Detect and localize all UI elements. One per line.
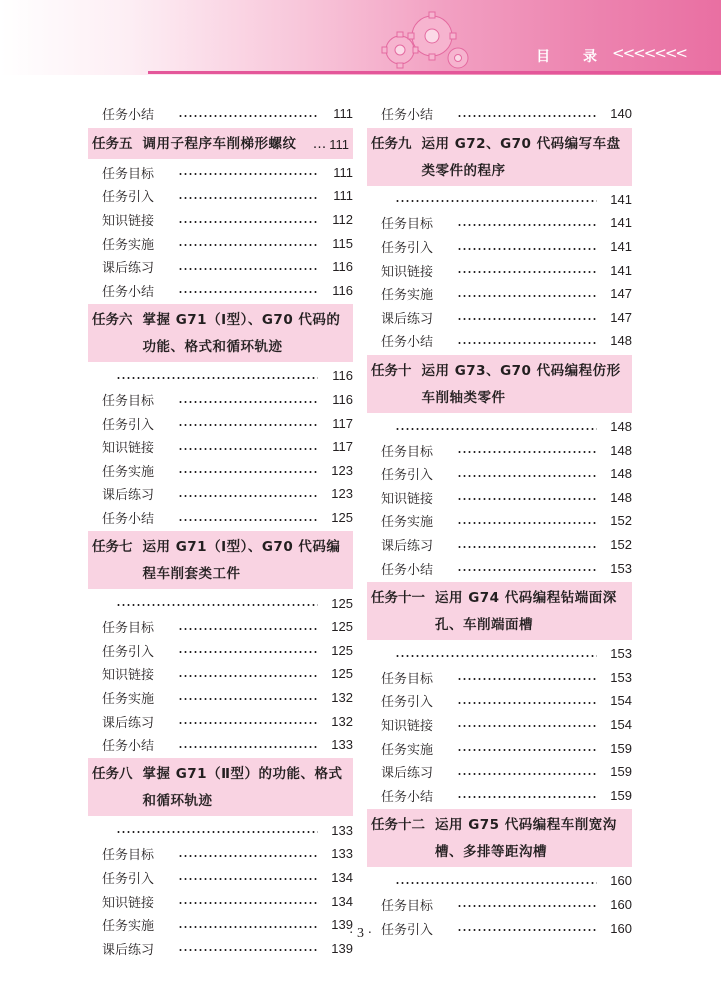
dot-leader xyxy=(457,546,597,548)
dot-leader xyxy=(116,604,318,606)
toc-entry xyxy=(367,760,632,784)
toc-task-heading xyxy=(88,304,353,362)
dot-leader xyxy=(457,725,597,727)
toc-page-number: 152 xyxy=(610,513,632,529)
toc-entry-label: 任务目标 xyxy=(102,848,155,864)
toc-entry-label: 课后练习 xyxy=(102,715,155,731)
task-number: 任务十一 xyxy=(371,589,425,606)
toc-entry-label: 任务小结 xyxy=(381,562,434,578)
task-title: 掌握 G71（Ⅰ型）、G70 代码的功能、格式和循环轨迹 xyxy=(142,312,341,356)
toc-entry-label: 任务目标 xyxy=(381,898,434,914)
toc-entry-label: 任务引入 xyxy=(102,417,155,433)
toc-entry xyxy=(367,306,632,330)
toc-page-number: 132 xyxy=(331,713,353,729)
toc-page-number: 153 xyxy=(610,646,632,662)
task-number: 任务九 xyxy=(371,135,412,152)
toc-page-number: 111 xyxy=(333,164,353,180)
toc-entry-label: 任务小结 xyxy=(102,284,155,300)
toc-entry xyxy=(88,459,353,483)
dot-leader xyxy=(457,905,597,907)
dot-leader xyxy=(457,248,597,250)
dot-leader xyxy=(457,702,597,704)
toc-entry xyxy=(88,279,353,303)
toc-page-number: 132 xyxy=(331,689,353,705)
dot-leader xyxy=(395,655,597,657)
toc-entry xyxy=(367,211,632,235)
toc-page-number: 154 xyxy=(610,716,632,732)
toc-page-number: 160 xyxy=(610,896,632,912)
toc-task-heading xyxy=(88,128,353,159)
toc-entry-label: 知识链接 xyxy=(381,718,434,734)
toc-page-number: 159 xyxy=(610,740,632,756)
dot-leader xyxy=(178,902,318,904)
task-title: 运用 G73、G70 代码编程仿形车削轴类零件 xyxy=(421,362,621,406)
toc-page-number: 153 xyxy=(610,669,632,685)
toc-entry xyxy=(367,258,632,282)
toc-page-number: 116 xyxy=(332,259,353,275)
gears-icon xyxy=(372,6,472,72)
toc-page-number: 125 xyxy=(331,595,353,611)
toc-page-number: 133 xyxy=(331,737,353,753)
toc-page-number: 140 xyxy=(610,106,632,122)
toc-entry xyxy=(367,282,632,306)
toc-entry-label: 任务小结 xyxy=(102,108,155,124)
task-number: 任务六 xyxy=(92,312,133,329)
toc-page-number: 134 xyxy=(331,869,353,885)
toc-page-number: 125 xyxy=(331,619,353,635)
toc-entry xyxy=(88,889,353,913)
dot-leader xyxy=(178,471,318,473)
dot-leader xyxy=(457,569,597,571)
toc-entry-label: 任务引入 xyxy=(381,922,434,938)
toc-right-column xyxy=(367,102,632,940)
toc-entry-label: 任务实施 xyxy=(102,237,155,253)
dot-leader xyxy=(116,377,318,379)
toc-entry-label: 任务引入 xyxy=(102,644,155,660)
task-number: 任务七 xyxy=(92,539,133,556)
dot-leader xyxy=(178,698,318,700)
toc-page-number: 148 xyxy=(610,466,632,482)
toc-entry xyxy=(367,783,632,807)
dot-leader xyxy=(457,522,597,524)
toc-page-number: 147 xyxy=(610,309,632,325)
toc-page-number: 159 xyxy=(610,764,632,780)
toc-entry xyxy=(367,556,632,580)
toc-entry xyxy=(367,329,632,353)
dot-leader xyxy=(178,244,318,246)
toc-entry xyxy=(88,639,353,663)
dot-leader xyxy=(457,796,597,798)
toc-page-number: 139 xyxy=(331,940,353,956)
dot-leader xyxy=(457,224,597,226)
dot-leader xyxy=(178,173,318,175)
toc-page-number: 112 xyxy=(332,212,353,228)
toc-entry xyxy=(88,615,353,639)
toc-entry-label: 任务目标 xyxy=(381,217,434,233)
toc-page-number: 141 xyxy=(610,215,632,231)
toc-entry-label: 课后练习 xyxy=(381,766,434,782)
page-number: · 3 · xyxy=(348,926,373,941)
toc-entry-label: 知识链接 xyxy=(102,441,155,457)
toc-entry xyxy=(88,255,353,279)
toc-entry-label: 任务小结 xyxy=(381,108,434,124)
dot-leader xyxy=(457,318,597,320)
toc-entry xyxy=(367,462,632,486)
dot-leader xyxy=(116,831,318,833)
toc-entry-label: 课后练习 xyxy=(381,539,434,555)
task-title: 调用子程序车削梯形螺纹 xyxy=(142,135,297,152)
chevron-decoration: <<<<<<< xyxy=(612,44,686,62)
toc-task-heading xyxy=(367,355,632,413)
toc-entry-label: 任务目标 xyxy=(102,621,155,637)
toc-entry xyxy=(88,482,353,506)
toc-page-number: 116 xyxy=(332,282,353,298)
toc-entry xyxy=(88,411,353,435)
toc-entry-label: 任务引入 xyxy=(381,468,434,484)
toc-heading: 目 录 xyxy=(536,49,611,65)
toc-entry-label: 课后练习 xyxy=(102,488,155,504)
dot-leader: … xyxy=(312,135,327,152)
dot-leader xyxy=(178,949,318,951)
toc-page-number: 160 xyxy=(610,873,632,889)
toc-page-number: 148 xyxy=(610,442,632,458)
toc-entry-label: 任务小结 xyxy=(381,335,434,351)
dot-leader xyxy=(457,678,597,680)
task-title: 运用 G74 代码编程钻端面深孔、车削端面槽 xyxy=(435,589,617,633)
dot-leader xyxy=(178,291,318,293)
task-number: 任务十 xyxy=(371,362,412,379)
dot-leader xyxy=(395,428,597,430)
toc-page-number: 133 xyxy=(331,822,353,838)
toc-entry xyxy=(88,231,353,255)
task-title: 掌握 G71（Ⅱ型）的功能、格式和循环轨迹 xyxy=(142,766,343,810)
toc-entry xyxy=(367,689,632,713)
toc-entry-label: 任务实施 xyxy=(381,288,434,304)
toc-page-number: 111 xyxy=(333,188,353,204)
dot-leader xyxy=(178,722,318,724)
page-header-band xyxy=(0,0,721,75)
toc-entry-label: 知识链接 xyxy=(102,214,155,230)
toc-entry xyxy=(367,713,632,737)
toc-task-heading xyxy=(367,809,632,867)
toc-entry xyxy=(367,509,632,533)
toc-entry xyxy=(367,666,632,690)
toc-page-number: 117 xyxy=(332,439,353,455)
task-number: 任务五 xyxy=(92,135,133,152)
toc-continuation-row xyxy=(88,591,353,615)
toc-page-number: 160 xyxy=(610,920,632,936)
dot-leader xyxy=(178,448,318,450)
dot-leader xyxy=(457,773,597,775)
toc-entry xyxy=(367,235,632,259)
dot-leader xyxy=(178,495,318,497)
toc-entry-label: 知识链接 xyxy=(102,895,155,911)
dot-leader xyxy=(178,651,318,653)
dot-leader xyxy=(178,519,318,521)
toc-page-number: 133 xyxy=(331,846,353,862)
toc-page-number: 117 xyxy=(332,415,353,431)
toc-page-number: 139 xyxy=(331,917,353,933)
toc-task-heading xyxy=(88,531,353,589)
toc-page-number: 141 xyxy=(610,262,632,278)
toc-entry xyxy=(88,388,353,412)
toc-task-heading xyxy=(88,758,353,816)
task-number: 任务八 xyxy=(92,766,133,783)
toc-page-number: 111 xyxy=(329,136,349,152)
toc-entry xyxy=(367,102,632,126)
toc-entry xyxy=(88,208,353,232)
toc-entry-label: 任务引入 xyxy=(381,241,434,257)
toc-entry xyxy=(88,435,353,459)
toc-page-number: 148 xyxy=(610,419,632,435)
toc-entry xyxy=(367,438,632,462)
dot-leader xyxy=(457,271,597,273)
toc-page-number: 152 xyxy=(610,537,632,553)
toc-page-number: 115 xyxy=(332,235,353,251)
toc-entry xyxy=(367,533,632,557)
toc-entry xyxy=(88,733,353,757)
toc-entry xyxy=(88,161,353,185)
toc-entry xyxy=(88,102,353,126)
toc-task-heading xyxy=(367,582,632,640)
dot-leader xyxy=(457,498,597,500)
toc-page-number: 125 xyxy=(331,642,353,658)
toc-page-number: 148 xyxy=(610,333,632,349)
dot-leader xyxy=(457,475,597,477)
toc-entry-label: 任务目标 xyxy=(381,444,434,460)
task-number: 任务十二 xyxy=(371,817,425,834)
toc-page-number: 123 xyxy=(331,486,353,502)
toc-page-number: 111 xyxy=(333,106,353,122)
toc-continuation-row xyxy=(367,188,632,212)
dot-leader xyxy=(457,749,597,751)
header-rule xyxy=(148,71,721,74)
toc-page-number: 159 xyxy=(610,787,632,803)
toc-page-number: 153 xyxy=(610,560,632,576)
toc-page-number: 123 xyxy=(331,462,353,478)
dot-leader xyxy=(395,200,597,202)
toc-page-number: 134 xyxy=(331,893,353,909)
toc-entry-label: 任务实施 xyxy=(381,515,434,531)
toc-entry-label: 课后练习 xyxy=(381,311,434,327)
toc-entry-label: 任务引入 xyxy=(102,871,155,887)
toc-entry-label: 任务引入 xyxy=(102,190,155,206)
task-title: 运用 G75 代码编程车削宽沟槽、多排等距沟槽 xyxy=(435,817,617,861)
dot-leader xyxy=(457,342,597,344)
dot-leader xyxy=(178,878,318,880)
toc-entry-label: 课后练习 xyxy=(102,942,155,958)
dot-leader xyxy=(457,115,597,117)
toc-entry-label: 任务小结 xyxy=(102,739,155,755)
toc-entry xyxy=(88,184,353,208)
toc-entry xyxy=(88,709,353,733)
toc-entry-label: 任务实施 xyxy=(102,919,155,935)
toc-page-number: 141 xyxy=(610,191,632,207)
dot-leader xyxy=(395,882,597,884)
toc-entry xyxy=(88,506,353,530)
dot-leader xyxy=(178,628,318,630)
toc-entry xyxy=(88,686,353,710)
dot-leader xyxy=(457,295,597,297)
toc-page-number: 116 xyxy=(332,392,353,408)
toc-entry-label: 知识链接 xyxy=(381,491,434,507)
toc-continuation-row xyxy=(88,364,353,388)
toc-page-number: 154 xyxy=(610,693,632,709)
toc-entry xyxy=(367,486,632,510)
toc-entry-label: 任务小结 xyxy=(102,512,155,528)
dot-leader xyxy=(178,115,318,117)
toc-entry xyxy=(88,662,353,686)
toc-entry-label: 知识链接 xyxy=(381,264,434,280)
toc-page-number: 148 xyxy=(610,489,632,505)
dot-leader xyxy=(178,197,318,199)
toc-page-number: 141 xyxy=(610,239,632,255)
toc-page-number: 125 xyxy=(331,510,353,526)
toc-page-number: 125 xyxy=(331,666,353,682)
toc-continuation-row xyxy=(88,818,353,842)
toc-entry-label: 任务实施 xyxy=(102,464,155,480)
dot-leader xyxy=(178,746,318,748)
toc-entry-label: 任务目标 xyxy=(102,166,155,182)
toc-entry-label: 任务目标 xyxy=(102,394,155,410)
toc-entry-label: 任务实施 xyxy=(102,691,155,707)
toc-entry xyxy=(88,842,353,866)
toc-entry-label: 任务引入 xyxy=(381,695,434,711)
dot-leader xyxy=(178,401,318,403)
toc-page-number: 116 xyxy=(332,368,353,384)
dot-leader xyxy=(178,424,318,426)
dot-leader xyxy=(178,675,318,677)
dot-leader xyxy=(178,268,318,270)
toc-entry-label: 课后练习 xyxy=(102,261,155,277)
task-title: 运用 G71（Ⅰ型）、G70 代码编程车削套类工件 xyxy=(142,539,341,583)
toc-entry xyxy=(367,893,632,917)
toc-continuation-row xyxy=(367,642,632,666)
dot-leader xyxy=(178,855,318,857)
dot-leader xyxy=(457,451,597,453)
toc-entry xyxy=(367,736,632,760)
toc-entry-label: 任务目标 xyxy=(381,671,434,687)
toc-task-heading xyxy=(367,128,632,186)
toc-entry-label: 任务小结 xyxy=(381,789,434,805)
task-title: 运用 G72、G70 代码编写车盘类零件的程序 xyxy=(421,135,621,179)
toc-entry-label: 任务实施 xyxy=(381,742,434,758)
toc-entry xyxy=(88,866,353,890)
toc-continuation-row xyxy=(367,869,632,893)
toc-left-column xyxy=(88,102,353,960)
dot-leader xyxy=(178,221,318,223)
toc-continuation-row xyxy=(367,415,632,439)
toc-page-number: 147 xyxy=(610,286,632,302)
toc-entry-label: 知识链接 xyxy=(102,668,155,684)
